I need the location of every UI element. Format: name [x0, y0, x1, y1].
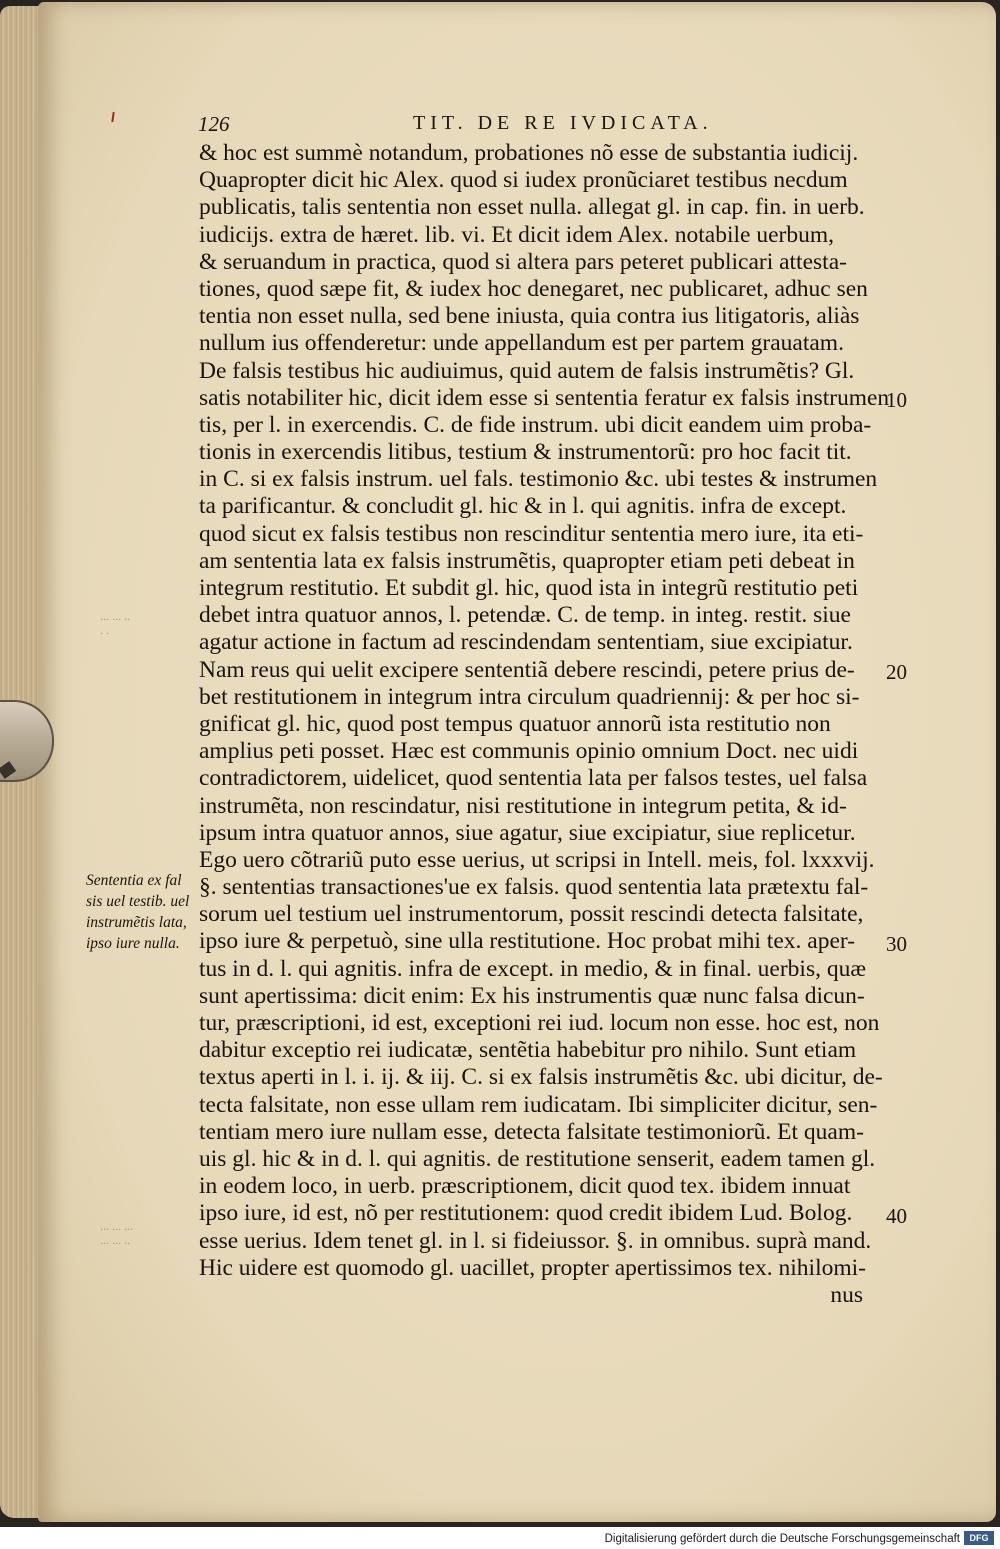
text-line: dabitur exceptio rei iudicatæ, sentẽtia habebitur pro nihilo. Sunt etiam: [199, 1037, 857, 1064]
marginal-note-line: sis uel testib. uel: [86, 893, 190, 910]
running-head: [198, 112, 888, 142]
text-line: tentia non esset nulla, sed bene iniusta, quia contra ius litigatoris, aliàs: [199, 303, 860, 330]
text-line: debet intra quatuor annos, l. petendæ. C. de temp. in integ. restit. siue: [199, 602, 851, 629]
text-line: sunt apertissima: dicit enim: Ex his instrumentis quæ nunc falsa dicun-: [199, 982, 865, 1009]
text-line: ta parificantur. & concludit gl. hic & in l. qui agnitis. infra de except.: [199, 493, 847, 520]
text-line: tionis in exercendis litibus, testium & instrumentorũ: pro hoc facit tit.: [199, 439, 852, 466]
text-line: quod sicut ex falsis testibus non rescinditur sententia mero iure, ita eti-: [199, 520, 864, 547]
text-line: & seruandum in practica, quod si altera pars peteret publicari attesta-: [199, 248, 847, 275]
text-line: ipsum intra quatuor annos, siue agatur, siue excipiatur, siue replicetur.: [199, 819, 856, 846]
text-line: ipso iure & perpetuò, sine ulla restitutione. Hoc probat mihi tex. aper-: [199, 928, 856, 955]
text-line: nus: [830, 1281, 863, 1308]
marginal-note-line: instrumẽtis lata,: [86, 914, 187, 931]
text-line: integrum restitutio. Et subdit gl. hic, quod ista in integrũ restitutio peti: [199, 575, 859, 601]
text-line: tus in d. l. qui agnitis. infra de except. in medio, & in final. uerbis, quæ: [199, 955, 867, 982]
page-number: 126: [198, 112, 230, 136]
text-line: uis gl. hic & in d. l. qui agnitis. de restitutione senserit, eadem tamen gl.: [199, 1145, 876, 1172]
text-line: De falsis testibus hic audiuimus, quid autem de falsis instrumẽtis? Gl.: [199, 357, 855, 384]
text-line: in eodem loco, in uerb. præscriptionem, dicit quod tex. ibidem innuat: [199, 1173, 851, 1200]
line-number: 40: [886, 1203, 907, 1228]
text-line: tiones, quod sæpe fit, & iudex hoc denegaret, nec publicaret, adhuc sen: [199, 275, 868, 302]
faded-marginal-note: ··· ··· ··· ··· ··· ··: [100, 1222, 133, 1250]
text-line: publicatis, talis sententia non esset nulla. allegat gl. in cap. fin. in uerb.: [199, 194, 865, 221]
text-line: Quapropter dicit hic Alex. quod si iudex pronũciaret testibus necdum: [199, 167, 848, 194]
line-number: 30: [886, 931, 907, 956]
text-line: amplius peti posset. Hæc est communis opinio omnium Doct. nec uidi: [199, 738, 859, 765]
text-line: satis notabiliter hic, dicit idem esse si sententia feratur ex falsis instrumen: [199, 384, 889, 411]
text-line: ipso iure, id est, nõ per restitutionem: quod credit ibidem Lud. Bolog.: [199, 1200, 853, 1227]
text-line: bet restitutionem in integrum intra circulum quadriennij: & per hoc si-: [199, 683, 860, 710]
text-line: textus aperti in l. i. ij. & iij. C. si ex falsis instrumẽtis &c. ubi dicitur, de-: [199, 1064, 883, 1091]
text-line: contradictorem, uidelicet, quod sententia lata per falsos testes, uel falsa: [199, 765, 868, 792]
marginal-note: [86, 870, 196, 954]
text-line: Nam reus qui uelit excipere sententiã debere rescindi, petere prius de-: [199, 656, 855, 683]
footer: [0, 1527, 1000, 1549]
line-number: 10: [886, 387, 907, 412]
text-line: tis, per l. in exercendis. C. de fide instrum. ubi dicit eandem uim proba-: [199, 411, 872, 438]
text-line: & hoc est summè notandum, probationes nõ esse de substantia iudicij.: [199, 140, 859, 166]
text-line: tur, præscriptioni, id est, exceptioni rei iud. locum non esse. hoc est, non: [199, 1010, 880, 1036]
text-line: sorum uel testium uel instrumentorum, possit rescindi detecta falsitate,: [199, 901, 864, 928]
text-line: gnificat gl. hic, quod post tempus quatuor annorũ ista restitutio non: [199, 710, 831, 737]
text-line: Ego uero cõtrariũ puto esse uerius, ut scripsi in Intell. meis, fol. lxxxvij.: [199, 846, 875, 873]
body-text: [199, 140, 889, 1309]
text-line: tentiam mero iure nullam esse, detecta falsitate testimoniorũ. Et quam-: [199, 1118, 864, 1145]
text-line: Hic uidere est quomodo gl. uacillet, propter apertissimos tex. nihilomi-: [199, 1254, 866, 1281]
faded-marginal-note: ··· ··· ·· · ·: [100, 612, 130, 640]
marginal-note-line: ipso iure nulla.: [86, 935, 180, 952]
line-number: 20: [886, 659, 907, 684]
text-line: tecta falsitate, non esse ullam rem iudicatam. Ibi simpliciter dicitur, sen-: [199, 1091, 878, 1118]
marginal-note-line: Sententia ex fal: [86, 872, 182, 889]
text-line: agatur actione in factum ad rescindendam sententiam, siue excipiatur.: [199, 629, 853, 656]
footer-text: Digitalisierung gefördert durch die Deutsche Forschungsgemeinschaft: [604, 1533, 960, 1545]
running-title: TIT. DE RE IVDICATA.: [413, 112, 713, 134]
text-line: esse uerius. Idem tenet gl. in l. si fideiussor. §. in omnibus. suprà mand.: [199, 1227, 872, 1254]
text-line: iudicijs. extra de hæret. lib. vi. Et dicit idem Alex. notabile uerbum,: [199, 221, 835, 248]
text-line: §. sententias transactiones'ue ex falsis. quod sententia lata prætextu fal-: [199, 874, 869, 901]
text-line: in C. si ex falsis instrum. uel fals. testimonio &c. ubi testes & instrumen: [199, 466, 878, 493]
dfg-logo: DFG: [964, 1531, 994, 1545]
text-line: nullum ius offenderetur: unde appellandum est per partem grauatam.: [199, 330, 844, 357]
line-numbers: [880, 0, 920, 1500]
text-line: instrumẽta, non rescindatur, nisi restitutione in integrum petita, & id-: [199, 792, 847, 819]
text-line: am sententia lata ex falsis instrumẽtis, quapropter etiam peti debeat in: [199, 547, 855, 574]
